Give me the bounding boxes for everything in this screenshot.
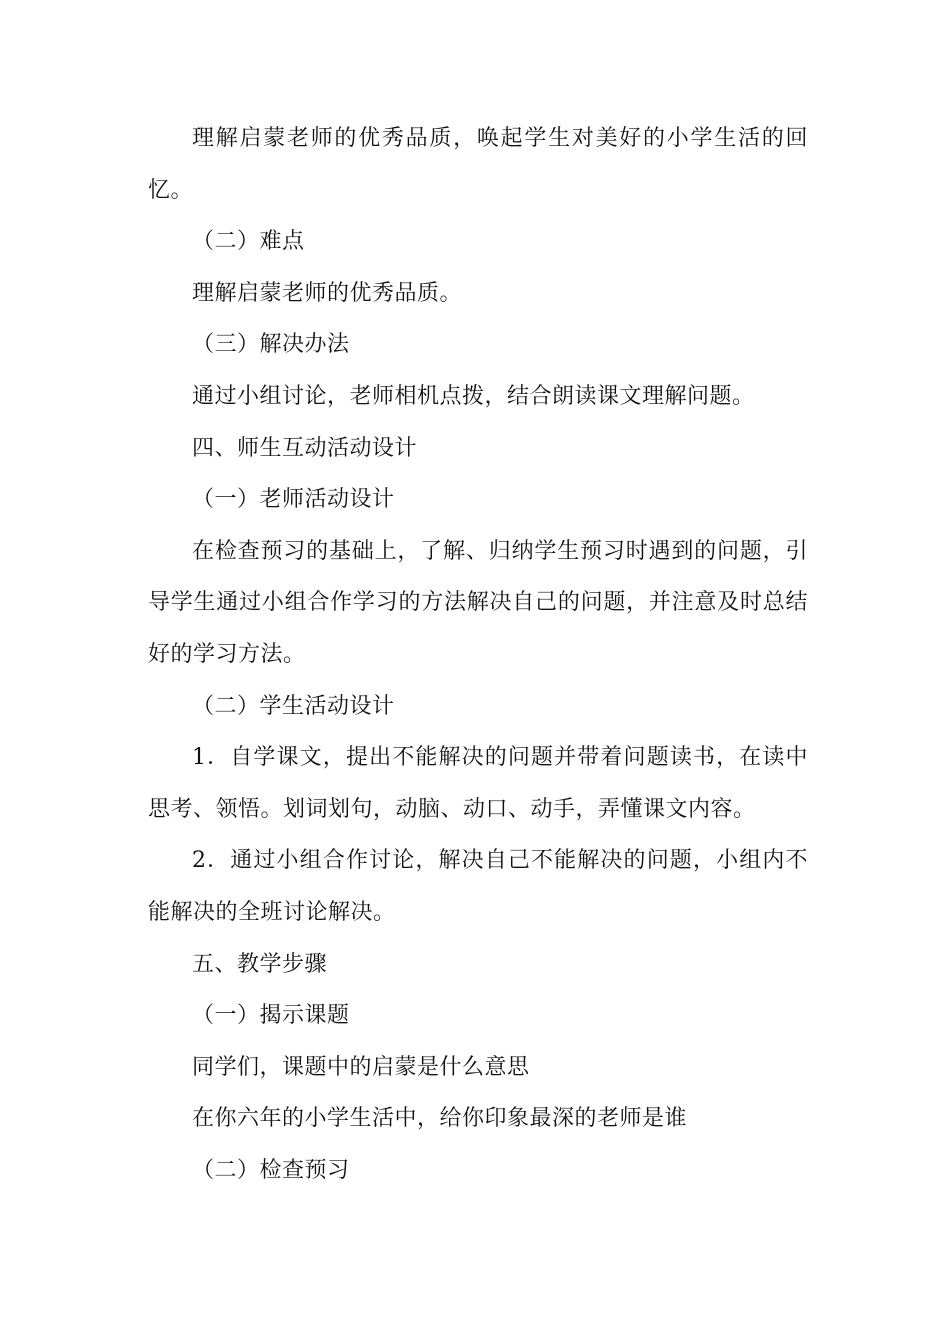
list-item-student-activity-1: 1．自学课文，提出不能解决的问题并带着问题读书，在读中思考、领悟。划词划句，动脑、动口、动手，弄懂课文内容。 <box>148 745 808 822</box>
paragraph-key-point-text: 理解启蒙老师的优秀品质，唤起学生对美好的小学生活的回忆。 <box>148 126 808 203</box>
paragraph-question-1: 同学们，课题中的启蒙是什么意思 <box>192 1054 530 1080</box>
subheading-solution: （三）解决办法 <box>192 332 350 358</box>
subheading-reveal-topic: （一）揭示课题 <box>192 1003 350 1029</box>
section-heading-teaching-steps: 五、教学步骤 <box>192 951 328 977</box>
paragraph-difficulty-text: 理解启蒙老师的优秀品质。 <box>192 280 463 306</box>
paragraph-teacher-activity-text: 在检查预习的基础上，了解、归纳学生预习时遇到的问题，引导学生通过小组合作学习的方法解决自己的问题，并注意及时总结好的学习方法。 <box>148 538 808 667</box>
section-heading-interaction: 四、师生互动活动设计 <box>192 435 418 461</box>
subheading-student-activity: （二）学生活动设计 <box>192 693 395 719</box>
paragraph-question-2: 在你六年的小学生活中，给你印象最深的老师是谁 <box>192 1106 688 1132</box>
paragraph-solution-text: 通过小组讨论，老师相机点拨，结合朗读课文理解问题。 <box>192 383 755 409</box>
document-body <box>148 113 808 1196</box>
subheading-difficulty: （二）难点 <box>192 229 305 255</box>
subheading-teacher-activity: （一）老师活动设计 <box>192 487 395 513</box>
subheading-check-preview: （二）检查预习 <box>192 1157 350 1183</box>
list-item-student-activity-2: 2．通过小组合作讨论，解决自己不能解决的问题，小组内不能解决的全班讨论解决。 <box>148 848 808 925</box>
